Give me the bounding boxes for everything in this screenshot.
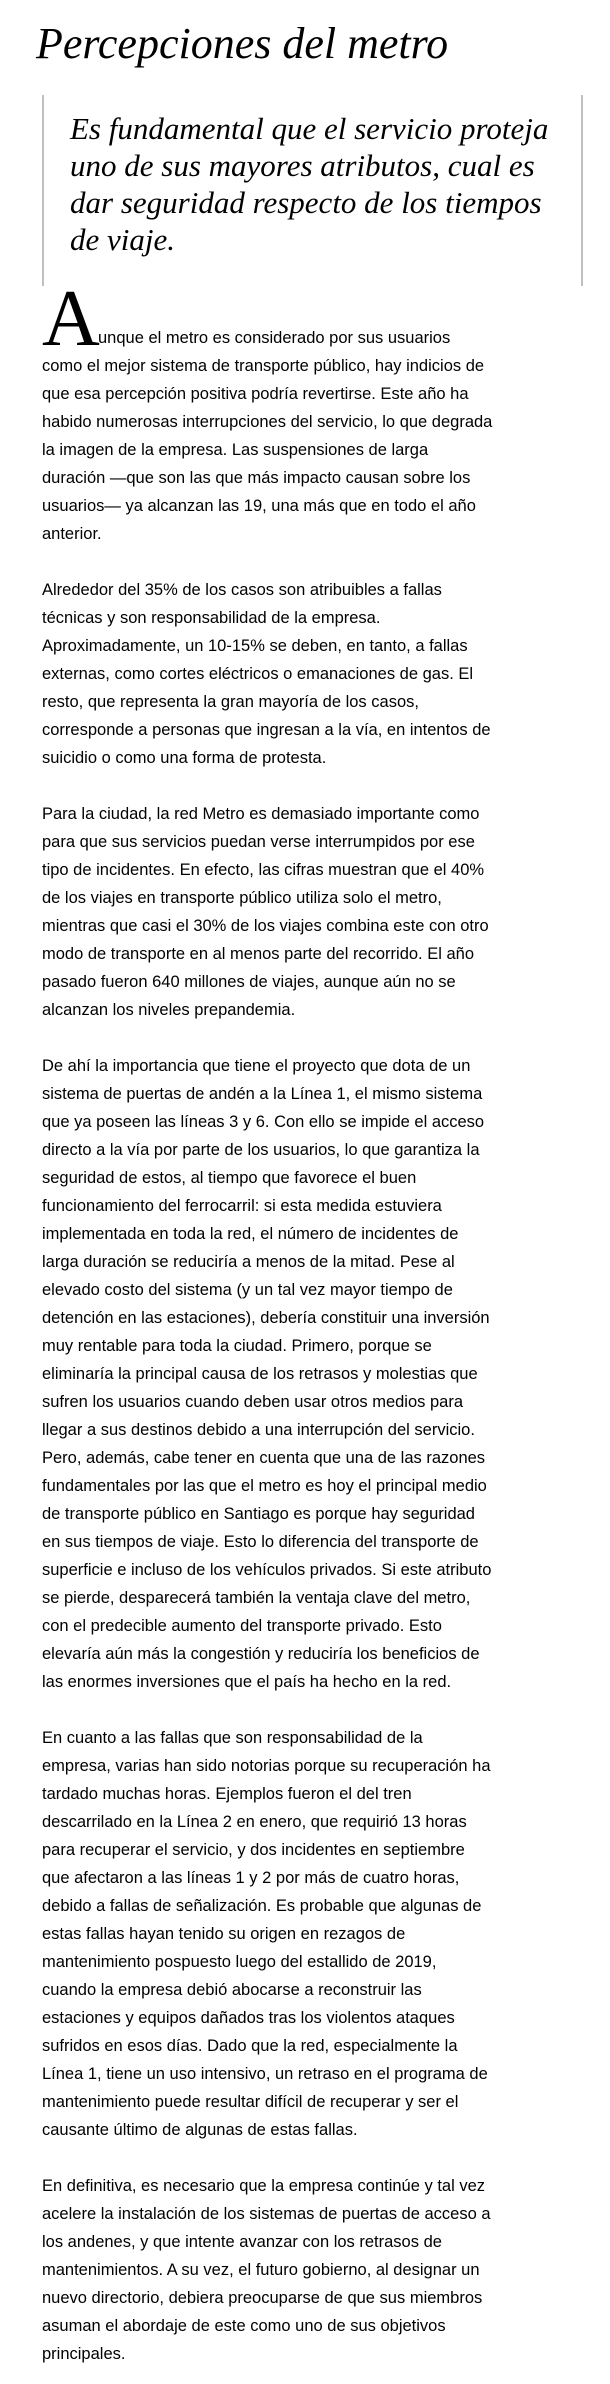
body-paragraph: Alrededor del 35% de los casos son atribuibles a fallas técnicas y son responsabilidad de la empresa. Aproximadamente, un 10-15% se deben, en tanto, a fallas externas, como cortes eléctricos o emanaciones de gas. El resto, que representa la gran mayoría de los casos, corresponde a personas que ingresan a la vía, en intentos de suicidio o como una forma de protesta.	[42, 580, 491, 767]
article	[0, 18, 610, 2368]
body-paragraph: Para la ciudad, la red Metro es demasiado importante como para que sus servicios puedan verse interrumpidos por ese tipo de incidentes. En efecto, las cifras muestran que el 40% de los viajes en transporte público utiliza solo el metro, mientras que casi el 30% de los viajes combina este con otro modo de transporte en al menos parte del recorrido. El año pasado fueron 640 millones de viajes, aunque aún no se alcanzan los niveles prepandemia.	[42, 804, 489, 1019]
page-title: Percepciones del metro	[36, 19, 449, 68]
body-paragraph: De ahí la importancia que tiene el proyecto que dota de un sistema de puertas de andén a la Línea 1, el mismo sistema que ya poseen las líneas 3 y 6. Con ello se impide el acceso directo a la vía por parte de los usuarios, lo que garantiza la seguridad de estos, al tiempo que favorece el buen funcionamiento del ferrocarril: si esta medida estuviera implementada en toda la red, el número de incidentes de larga duración se reduciría a menos de la mitad. Pese al elevado costo del sistema (y un tal vez mayor tiempo de detención en las estaciones), debería constituir una inversión muy rentable para toda la ciudad. Primero, porque se eliminaría la principal causa de los retrasos y molestias que sufren los usuarios cuando deben usar otros medios para llegar a sus destinos debido a una interrupción del servicio. Pero, además, cabe tener en cuenta que una de las razones fundamentales por las que el metro es hoy el principal medio de transporte público en Santiago es porque hay seguridad en sus tiempos de viaje. Esto lo diferencia del transporte de superficie e incluso de los vehículos privados. Si este atributo se pierde, desparecerá también la ventaja clave del metro, con el predecible aumento del transporte privado. Esto elevaría aún más la congestión y reduciría los beneficios de las enormes inversiones que el país ha hecho en la red.	[42, 1056, 492, 1691]
pull-quote-text: Es fundamental que el servicio proteja uno de sus mayores atributos, cual es dar seguridad respecto de los tiempos de viaje.	[70, 110, 549, 257]
lead-paragraph	[42, 274, 493, 548]
pull-quote	[42, 95, 583, 286]
article-body	[42, 274, 493, 2368]
body-paragraph: En definitiva, es necesario que la empresa continúe y tal vez acelere la instalación de los sistemas de puertas de acceso a los andenes, y que intente avanzar con los retrasos de mantenimientos. A su vez, el futuro gobierno, al designar un nuevo directorio, debiera preocuparse de que sus miembros asuman el abordaje de este como uno de sus objetivos principales.	[42, 2176, 491, 2363]
body-paragraph: En cuanto a las fallas que son responsabilidad de la empresa, varias han sido notorias porque su recuperación ha tardado muchas horas. Ejemplos fueron el del tren descarrilado en la Línea 2 en enero, que requirió 13 horas para recuperar el servicio, y dos incidentes en septiembre que afectaron a las líneas 1 y 2 por más de cuatro horas, debido a fallas de señalización. Es probable que algunas de estas fallas hayan tenido su origen en rezagos de mantenimiento pospuesto luego del estallido de 2019, cuando la empresa debió abocarse a reconstruir las estaciones y equipos dañados tras los violentos ataques sufridos en esos días. Dado que la red, especialmente la Línea 1, tiene un uso intensivo, un retraso en el programa de mantenimiento puede resultar difícil de recuperar y ser el causante último de algunas de estas fallas.	[42, 1728, 491, 2139]
lead-paragraph-text: unque el metro es considerado por sus usuarios como el mejor sistema de transporte público, hay indicios de que esa percepción positiva podría revertirse. Este año ha habido numerosas interrupciones del servicio, lo que degrada la imagen de la empresa. Las suspensiones de larga duración —que son las que más impacto causan sobre los usuarios— ya alcanzan las 19, una más que en todo el año anterior.	[42, 328, 493, 543]
drop-cap: A	[42, 274, 100, 363]
